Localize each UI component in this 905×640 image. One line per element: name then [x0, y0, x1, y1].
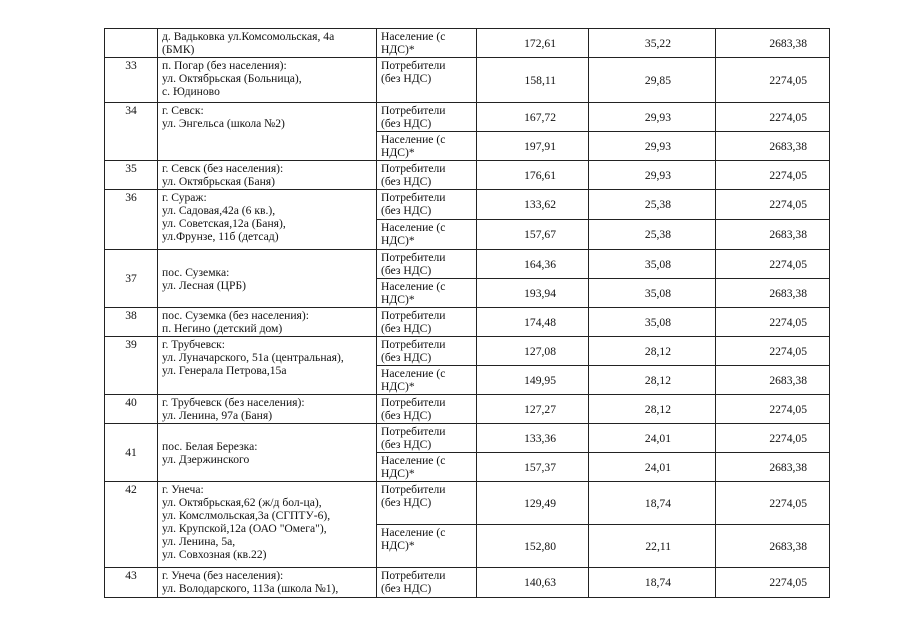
tariff-value-2: 35,22 — [589, 29, 716, 58]
table-row — [105, 424, 830, 453]
row-number: 37 — [105, 250, 158, 308]
address-cell: г. Сураж: ул. Садовая,42а (6 кв.), ул. Советская,12а (Баня), ул.Фрунзе, 11б (детсад) — [158, 190, 377, 250]
table-row — [105, 161, 830, 190]
row-number: 40 — [105, 395, 158, 424]
row-number — [105, 29, 158, 58]
tariff-value-3: 2274,05 — [716, 308, 830, 337]
tariff-value-1: 149,95 — [477, 366, 589, 395]
tariff-table — [104, 28, 830, 598]
tariff-value-3: 2683,38 — [716, 453, 830, 482]
address-cell: г. Севск: ул. Энгельса (школа №2) — [158, 103, 377, 161]
consumer-category-cell: Население (с НДС)* — [377, 132, 477, 161]
tariff-value-1: 164,36 — [477, 250, 589, 279]
tariff-value-2: 28,12 — [589, 337, 716, 366]
tariff-value-1: 174,48 — [477, 308, 589, 337]
tariff-value-2: 35,08 — [589, 250, 716, 279]
tariff-value-3: 2274,05 — [716, 337, 830, 366]
consumer-category-cell: Население (с НДС)* — [377, 525, 477, 568]
row-number: 39 — [105, 337, 158, 395]
tariff-value-2: 25,38 — [589, 220, 716, 250]
tariff-value-3: 2274,05 — [716, 58, 830, 103]
tariff-value-2: 24,01 — [589, 453, 716, 482]
tariff-value-1: 129,49 — [477, 482, 589, 525]
tariff-value-3: 2683,38 — [716, 366, 830, 395]
tariff-value-1: 193,94 — [477, 279, 589, 308]
consumer-category-cell: Потребители (без НДС) — [377, 58, 477, 103]
tariff-value-2: 18,74 — [589, 568, 716, 598]
tariff-value-2: 24,01 — [589, 424, 716, 453]
consumer-category-cell: Население (с НДС)* — [377, 366, 477, 395]
tariff-table-body — [105, 29, 830, 598]
tariff-value-2: 29,93 — [589, 132, 716, 161]
tariff-value-3: 2274,05 — [716, 161, 830, 190]
address-cell: г. Трубчевск (без населения): ул. Ленина, 97а (Баня) — [158, 395, 377, 424]
consumer-category-cell: Потребители (без НДС) — [377, 190, 477, 220]
tariff-value-2: 35,08 — [589, 308, 716, 337]
tariff-value-2: 28,12 — [589, 395, 716, 424]
consumer-category-cell: Потребители (без НДС) — [377, 568, 477, 598]
table-row — [105, 308, 830, 337]
tariff-value-3: 2274,05 — [716, 250, 830, 279]
table-row — [105, 190, 830, 220]
tariff-value-1: 197,91 — [477, 132, 589, 161]
row-number: 33 — [105, 58, 158, 103]
consumer-category-cell: Население (с НДС)* — [377, 453, 477, 482]
consumer-category-cell: Потребители (без НДС) — [377, 424, 477, 453]
tariff-value-3: 2683,38 — [716, 29, 830, 58]
address-cell: г. Трубчевск: ул. Луначарского, 51а (центральная), ул. Генерала Петрова,15а — [158, 337, 377, 395]
tariff-value-2: 29,93 — [589, 103, 716, 132]
table-row — [105, 395, 830, 424]
tariff-value-3: 2274,05 — [716, 482, 830, 525]
consumer-category-cell: Население (с НДС)* — [377, 220, 477, 250]
consumer-category-cell: Потребители (без НДС) — [377, 482, 477, 525]
tariff-value-3: 2274,05 — [716, 395, 830, 424]
table-row — [105, 58, 830, 103]
tariff-value-3: 2683,38 — [716, 279, 830, 308]
consumer-category-cell: Население (с НДС)* — [377, 279, 477, 308]
tariff-value-1: 158,11 — [477, 58, 589, 103]
tariff-value-2: 18,74 — [589, 482, 716, 525]
consumer-category-cell: Потребители (без НДС) — [377, 337, 477, 366]
address-cell: пос. Белая Березка: ул. Дзержинского — [158, 424, 377, 482]
address-cell: п. Погар (без населения): ул. Октябрьская (Больница), с. Юдиново — [158, 58, 377, 103]
row-number: 42 — [105, 482, 158, 568]
table-row — [105, 482, 830, 525]
tariff-value-2: 28,12 — [589, 366, 716, 395]
row-number: 41 — [105, 424, 158, 482]
consumer-category-cell: Потребители (без НДС) — [377, 308, 477, 337]
table-row — [105, 568, 830, 598]
consumer-category-cell: Потребители (без НДС) — [377, 250, 477, 279]
row-number: 35 — [105, 161, 158, 190]
tariff-value-3: 2274,05 — [716, 103, 830, 132]
consumer-category-cell: Потребители (без НДС) — [377, 103, 477, 132]
tariff-value-1: 127,08 — [477, 337, 589, 366]
consumer-category-cell: Население (с НДС)* — [377, 29, 477, 58]
tariff-value-1: 133,36 — [477, 424, 589, 453]
tariff-value-3: 2274,05 — [716, 568, 830, 598]
tariff-value-3: 2274,05 — [716, 190, 830, 220]
address-cell: пос. Суземка (без населения): п. Негино (детский дом) — [158, 308, 377, 337]
tariff-value-1: 167,72 — [477, 103, 589, 132]
tariff-value-3: 2683,38 — [716, 525, 830, 568]
table-row — [105, 250, 830, 279]
row-number: 43 — [105, 568, 158, 598]
address-cell: г. Унеча (без населения): ул. Володарского, 113а (школа №1), — [158, 568, 377, 598]
tariff-value-1: 172,61 — [477, 29, 589, 58]
tariff-value-2: 29,85 — [589, 58, 716, 103]
consumer-category-cell: Потребители (без НДС) — [377, 395, 477, 424]
address-cell: д. Вадьковка ул.Комсомольская, 4а (БМК) — [158, 29, 377, 58]
address-cell: пос. Суземка: ул. Лесная (ЦРБ) — [158, 250, 377, 308]
row-number: 38 — [105, 308, 158, 337]
tariff-value-1: 157,37 — [477, 453, 589, 482]
tariff-value-1: 140,63 — [477, 568, 589, 598]
tariff-value-2: 22,11 — [589, 525, 716, 568]
tariff-value-1: 157,67 — [477, 220, 589, 250]
tariff-value-3: 2274,05 — [716, 424, 830, 453]
row-number: 34 — [105, 103, 158, 161]
table-row — [105, 337, 830, 366]
tariff-value-3: 2683,38 — [716, 220, 830, 250]
tariff-value-2: 25,38 — [589, 190, 716, 220]
table-row — [105, 103, 830, 132]
tariff-value-2: 35,08 — [589, 279, 716, 308]
row-number: 36 — [105, 190, 158, 250]
address-cell: г. Севск (без населения): ул. Октябрьская (Баня) — [158, 161, 377, 190]
address-cell: г. Унеча: ул. Октябрьская,62 (ж/д бол-ца), ул. Комслмольская,3а (СГПТУ-6), ул. Крупской,12а (ОАО "Омега"), ул. Ленина, 5а, ул. Совхозная (кв.22) — [158, 482, 377, 568]
tariff-value-1: 127,27 — [477, 395, 589, 424]
tariff-value-1: 133,62 — [477, 190, 589, 220]
tariff-value-1: 152,80 — [477, 525, 589, 568]
consumer-category-cell: Потребители (без НДС) — [377, 161, 477, 190]
table-row — [105, 29, 830, 58]
tariff-value-2: 29,93 — [589, 161, 716, 190]
tariff-value-3: 2683,38 — [716, 132, 830, 161]
tariff-value-1: 176,61 — [477, 161, 589, 190]
